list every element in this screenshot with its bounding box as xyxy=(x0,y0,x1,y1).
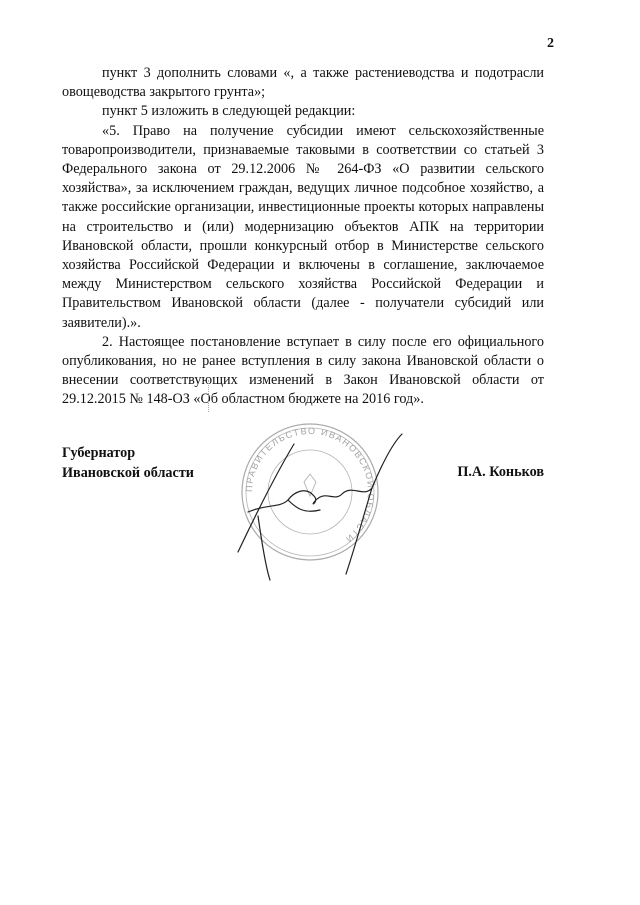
stamp-and-signature xyxy=(196,404,426,584)
paragraph-amend-point-3: пункт 3 дополнить словами «, а также растениеводства и подотрасли овощеводства закрытого грунта»; xyxy=(62,65,544,101)
governor-name: П.А. Коньков xyxy=(457,463,544,480)
governor-title-line-2: Ивановской области xyxy=(62,464,194,481)
page-number: 2 xyxy=(547,36,554,51)
paragraph-effective-date: 2. Настоящее постановление вступает в силу после его официального опубликования, но не ранее вступления в силу закона Ивановской области о внесении соответствующих изменений в Закон Ивановской области от 29.12.2015 № 148-ОЗ «Об областном бюджете на 2016 год». xyxy=(62,333,544,408)
stamp-ring-text: ПРАВИТЕЛЬСТВО ИВАНОВСКОЙ ОБЛАСТИ xyxy=(243,425,377,546)
paragraph-new-point-5: «5. Право на получение субсидии имеют сельскохозяйственные товаропроизводители, признаваемые таковыми в соответствии со статьей 3 Федерального закона от 29.12.2006 № 264-ФЗ «О развитии сельского хозяйства», за исключением граждан, ведущих личное подсобное хозяйство, а также российские организации, инвестиционные проекты которых направлены на строительство и (или) модернизацию объектов АПК на территории Ивановской области, прошли конкурсный отбор в Министерстве сельского хозяйства Российской Федерации и включены в соглашение, заключаемое между Министерством сельского хозяйства Российской Федерации и Правительством Ивановской области (далее - получатели субсидий или заявители).». xyxy=(62,122,544,331)
paragraph-amend-point-5: пункт 5 изложить в следующей редакции: xyxy=(102,103,356,120)
governor-title-line-1: Губернатор xyxy=(62,445,136,461)
document-body xyxy=(62,64,544,410)
governor-title xyxy=(62,444,194,483)
